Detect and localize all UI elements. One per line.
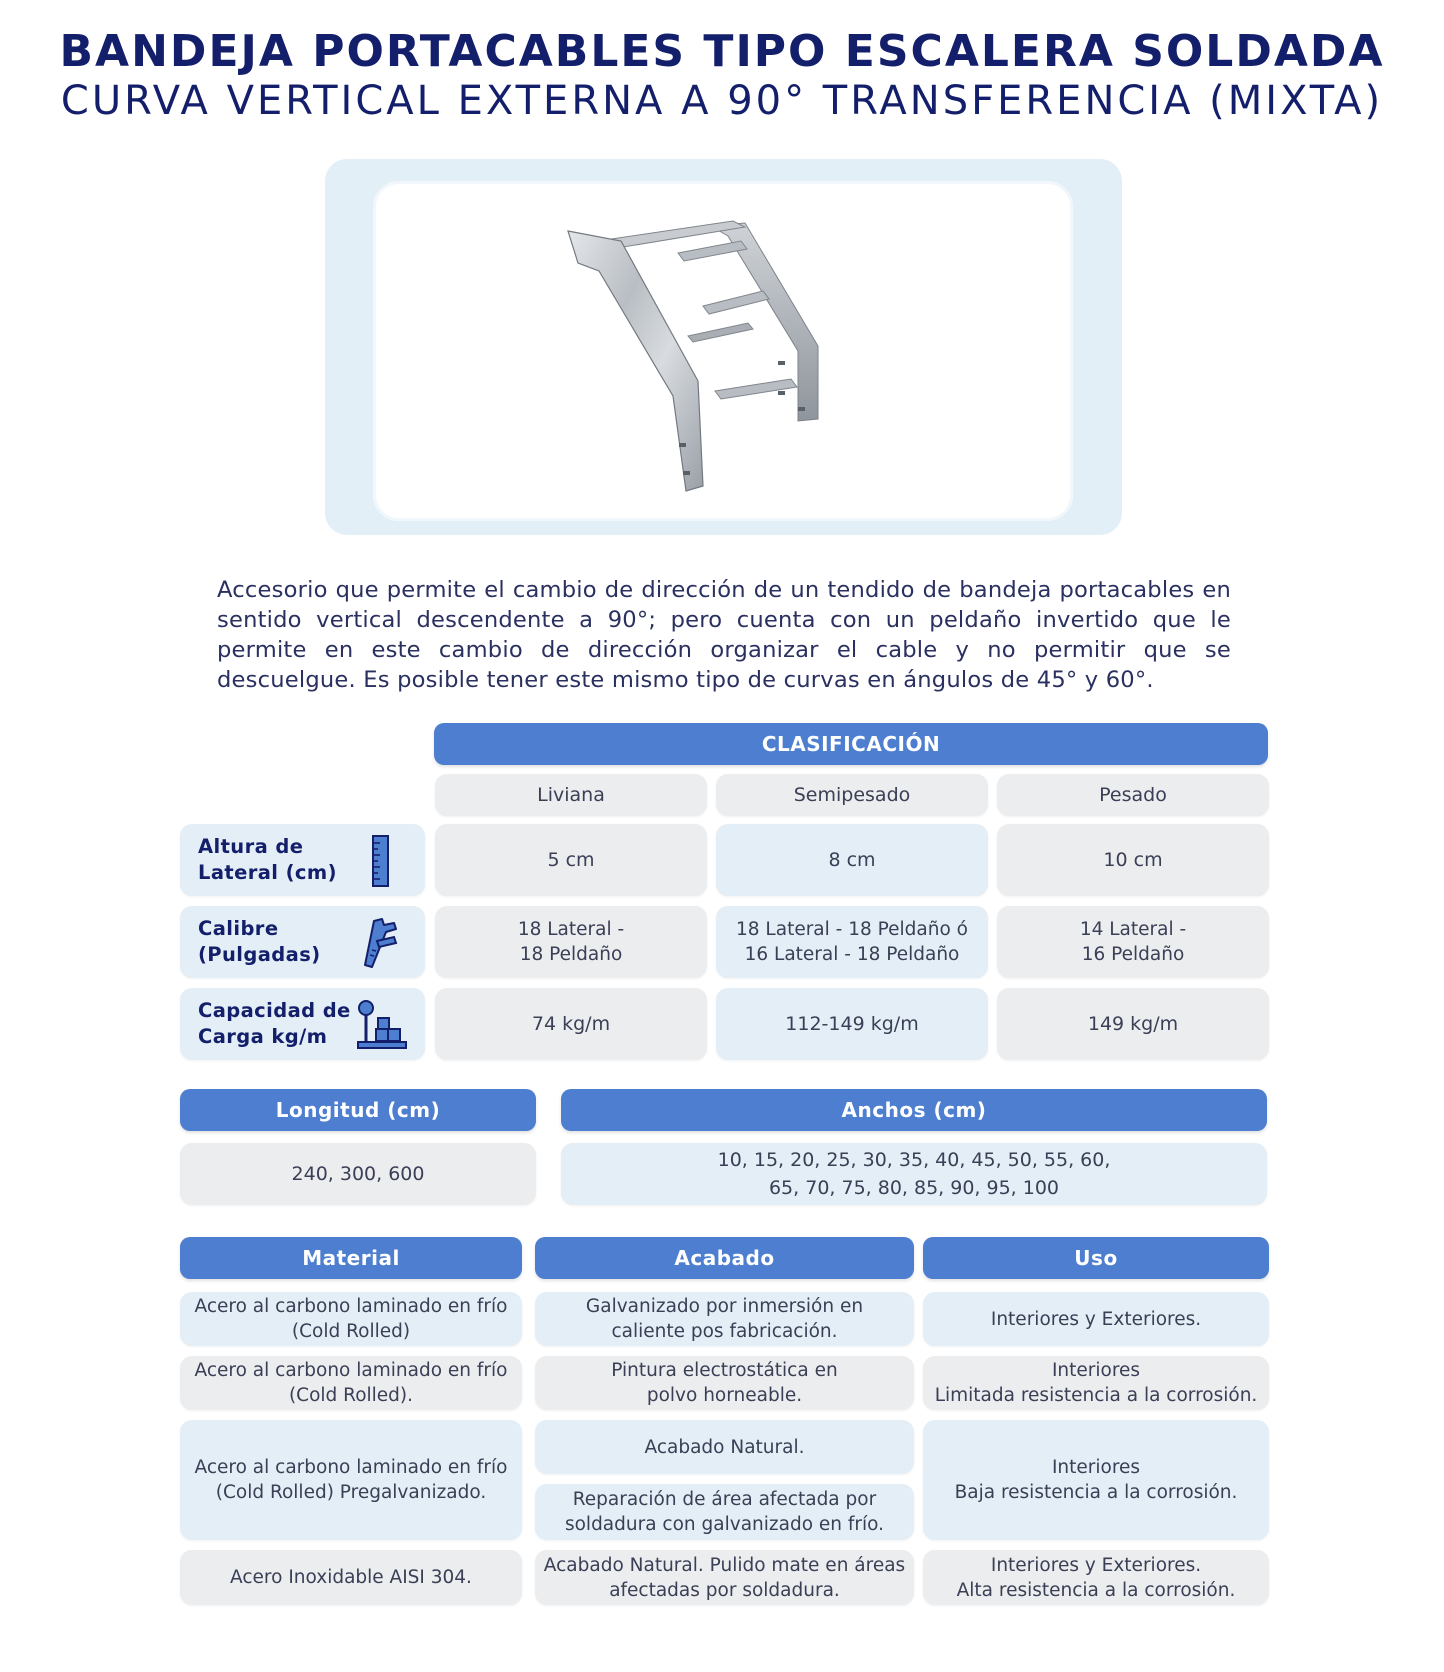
product-image [373, 181, 1073, 521]
cell-line: Acero al carbono laminado en frío [194, 1360, 508, 1381]
product-description: Accesorio que permite el cambio de dirección de un tendido de bandeja portacables en sentido vertical descendente a 90°; pero cuenta con un peldaño invertido que le permite en este cambio de dirección organizar el cable y no permitir que se descuelgue. Es posible tener este mismo tipo de curvas en ángulos de 45° y 60°. [217, 577, 1231, 693]
uso-row-1 [923, 1292, 1269, 1346]
uso-row-2 [923, 1356, 1269, 1410]
material-row-1 [180, 1292, 522, 1346]
acabado-row-4 [535, 1550, 914, 1605]
row-label-capacidad [180, 988, 425, 1060]
row-label-altura [180, 824, 425, 896]
cell-text: 240, 300, 600 [291, 1162, 425, 1185]
altura-liviana [435, 824, 707, 896]
cell-line: 14 Lateral - [1079, 919, 1187, 940]
cell-line: 65, 70, 75, 80, 85, 90, 95, 100 [768, 1177, 1060, 1199]
clasificacion-header: CLASIFICACIÓN [434, 723, 1268, 765]
cell-text: Acero Inoxidable AISI 304. [230, 1567, 472, 1588]
acabado-row-2 [535, 1356, 914, 1410]
uso-row-3 [923, 1420, 1269, 1540]
acabado-row-3a [535, 1420, 914, 1474]
column-header-pesado: Pesado [997, 774, 1269, 816]
cell-line: caliente pos fabricación. [611, 1321, 838, 1342]
cell-line: Interiores [1051, 1457, 1141, 1478]
cell-line: Limitada resistencia a la corrosión. [934, 1385, 1258, 1406]
cell-line: (Cold Rolled) [291, 1321, 411, 1342]
cell-text: 149 kg/m [1087, 1012, 1179, 1035]
capacidad-liviana [435, 988, 707, 1060]
material-header: Material [180, 1237, 522, 1279]
longitud-header: Longitud (cm) [180, 1089, 536, 1131]
uso-header: Uso [923, 1237, 1269, 1279]
cell-line: 18 Lateral - [517, 919, 625, 940]
column-header-semipesado: Semipesado [716, 774, 988, 816]
page-title: BANDEJA PORTACABLES TIPO ESCALERA SOLDADA [59, 26, 1385, 77]
scale-icon [354, 998, 410, 1054]
product-image-frame [325, 159, 1122, 535]
material-row-3 [180, 1420, 522, 1540]
page-subtitle: CURVA VERTICAL EXTERNA A 90° TRANSFERENCIA (MIXTA) [60, 78, 1384, 124]
cell-line: 16 Peldaño [1081, 944, 1185, 965]
cell-line: 16 Lateral - 18 Peldaño [744, 944, 960, 965]
cell-text: 5 cm [547, 848, 595, 871]
cable-tray-curve-illustration [373, 181, 1073, 521]
cell-text: 112-149 kg/m [785, 1012, 919, 1035]
ruler-icon [370, 834, 392, 888]
acabado-row-3b [535, 1484, 914, 1540]
cell-line: polvo horneable. [646, 1385, 803, 1406]
calibre-pesado [997, 906, 1269, 978]
row-label-line1: Calibre [198, 917, 279, 940]
material-row-4 [180, 1550, 522, 1605]
anchos-values [561, 1143, 1267, 1205]
capacidad-semipesado [716, 988, 988, 1060]
cell-line: Galvanizado por inmersión en [585, 1296, 864, 1317]
cell-line: 18 Peldaño [519, 944, 623, 965]
cell-line: soldadura con galvanizado en frío. [564, 1514, 885, 1535]
altura-semipesado [716, 824, 988, 896]
cell-text: 8 cm [828, 848, 876, 871]
row-label-line2: (Pulgadas) [198, 943, 321, 966]
material-row-2 [180, 1356, 522, 1410]
cell-line: Interiores y Exteriores. [990, 1554, 1202, 1576]
cell-line: Acabado Natural. Pulido mate en áreas [543, 1554, 906, 1576]
cell-line: Pintura electrostática en [611, 1360, 838, 1381]
cell-text: 10 cm [1103, 848, 1163, 871]
column-header-liviana: Liviana [435, 774, 707, 816]
uso-row-4 [923, 1550, 1269, 1605]
row-label-line1: Altura de [198, 835, 304, 858]
cell-text: Acabado Natural. [644, 1436, 805, 1458]
cell-line: Interiores [1051, 1360, 1141, 1381]
row-label-line2: Carga kg/m [198, 1025, 328, 1048]
acabado-header: Acabado [535, 1237, 914, 1279]
cell-line: 18 Lateral - 18 Peldaño ó [736, 919, 968, 940]
cell-line: Alta resistencia a la corrosión. [956, 1579, 1236, 1601]
cell-line: (Cold Rolled). [288, 1385, 414, 1406]
calibre-liviana [435, 906, 707, 978]
cell-line: Acero al carbono laminado en frío [194, 1457, 508, 1478]
cell-line: Acero al carbono laminado en frío [194, 1296, 508, 1317]
cell-text: 74 kg/m [531, 1012, 611, 1035]
row-label-line2: Lateral (cm) [198, 861, 337, 884]
longitud-values [180, 1143, 536, 1205]
altura-pesado [997, 824, 1269, 896]
cell-line: (Cold Rolled) Pregalvanizado. [215, 1482, 487, 1503]
cell-line: afectadas por soldadura. [609, 1579, 840, 1601]
acabado-row-1 [535, 1292, 914, 1346]
cell-line: Reparación de área afectada por [572, 1489, 877, 1510]
cell-text: Interiores y Exteriores. [990, 1308, 1202, 1330]
cell-line: 10, 15, 20, 25, 30, 35, 40, 45, 50, 55, 60, [717, 1149, 1111, 1171]
anchos-header: Anchos (cm) [561, 1089, 1267, 1131]
cell-line: Baja resistencia a la corrosión. [954, 1482, 1238, 1503]
row-label-calibre [180, 906, 425, 978]
row-label-line1: Capacidad de [198, 999, 351, 1022]
calibre-semipesado [716, 906, 988, 978]
capacidad-pesado [997, 988, 1269, 1060]
caliper-icon [360, 915, 404, 971]
